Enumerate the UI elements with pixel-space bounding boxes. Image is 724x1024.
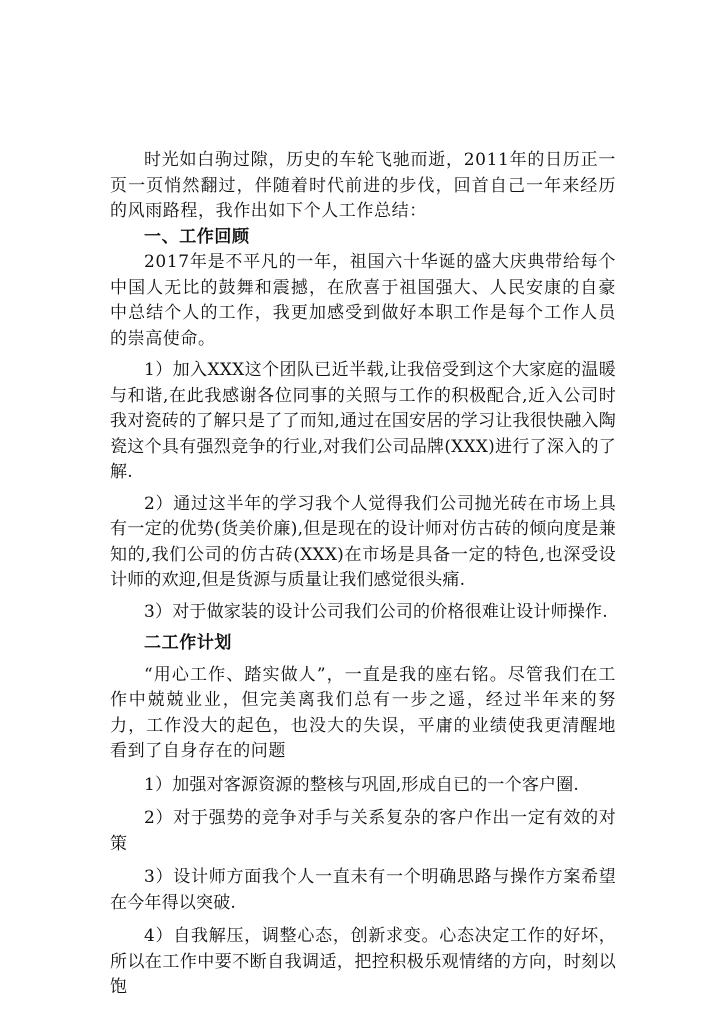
plan-paragraph: “用心工作、踏实做人”，一直是我的座右铭。尽管我们在工作中兢兢业业，但完美离我们总有一步之遥，经过半年来的努力，工作没大的起色，也没大的失误，平庸的业绩使我更清醒地看到了自身存在的问题 — [110, 664, 616, 761]
section-heading-plan: 二工作计划 — [144, 633, 232, 653]
plan-item-2: 2）对于强势的竞争对手与关系复杂的客户作出一定有效的对策 — [110, 808, 616, 854]
plan-item-4: 4）自我解压，调整心态，创新求变。心态决定工作的好坏，所以在工作中要不断自我调适，把控积极乐观情绪的方向，时刻以饱 — [110, 926, 616, 997]
review-item-3: 3）对于做家装的设计公司我们公司的价格很难让设计师操作. — [144, 601, 608, 622]
plan-item-1: 1）加强对客源资源的整核与巩固,形成自已的一个客户圈. — [144, 774, 580, 795]
review-paragraph: 2017年是不平凡的一年，祖国六十华诞的盛大庆典带给每个中国人无比的鼓舞和震撼，在欣喜于祖国强大、人民安康的自豪中总结个人的工作，我更加感受到做好本职工作是每个工作人员的崇高使命。 — [110, 252, 616, 349]
intro-paragraph: 时光如白驹过隙，历史的车轮飞驰而逝，2011年的日历正一页一页悄然翻过，伴随着时代前进的步伐，回首自己一年来经历的风雨路程，我作出如下个人工作总结： — [110, 150, 616, 221]
review-item-1: 1）加入XXX这个团队已近半载,让我倍受到这个大家庭的温暖与和谐,在此我感谢各位同事的关照与工作的积极配合,近入公司时我对瓷砖的了解只是了了而知,通过在国安居的学习让我很快融入陶瓷这个具有强烈竞争的行业,对我们公司品牌(XXX)进行了深入的了解. — [110, 360, 616, 482]
review-item-2: 2）通过这半年的学习我个人觉得我们公司抛光砖在市场上具有一定的优势(货美价廉),但是现在的设计师对仿古砖的倾向度是兼知的,我们公司的仿古砖(XXX)在市场是具备一定的特色,也深受设计师的欢迎,但是货源与质量让我们感觉很头痛. — [110, 493, 616, 590]
document-page — [110, 148, 616, 1001]
plan-item-3: 3）设计师方面我个人一直未有一个明确思路与操作方案希望在今年得以突破. — [110, 867, 616, 913]
section-heading-review: 一、工作回顾 — [144, 226, 250, 247]
